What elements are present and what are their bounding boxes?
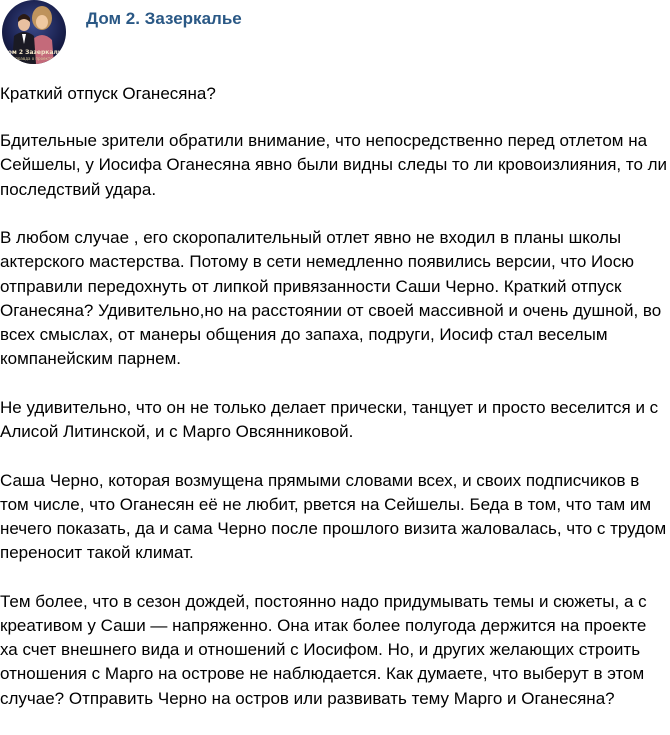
post-text (0, 82, 668, 735)
post-title: Краткий отпуск Оганесяна? (0, 84, 216, 103)
paragraph: В любом случае , его скоропалительный отлет явно не входил в планы школы актерского мастерства. Потому в сети немедленно появились версии, что Иосю отправили передохнуть от липкой привязанности Саши Черно. Краткий отпуск Оганесяна? Удивительно,но на расстоянии от своей массивной и очень душной, во всех смыслах, от манеры общения до запаха, подруги, Иосиф стал веселым компанейским парнем. (0, 228, 662, 369)
svg-text:Дом 2 Зазеркалье: Дом 2 Зазеркалье (2, 49, 66, 56)
community-avatar-icon[interactable] (2, 0, 66, 64)
paragraph: Бдительные зрители обратили внимание, что непосредственно перед отлетом на Сейшелы, у Иосифа Оганесяна явно были видны следы то ли кровоизлияния, то ли последствий удара. (0, 131, 668, 199)
paragraph: Саша Черно, которая возмущена прямыми словами всех, и своих подписчиков в том числе, что Оганесян её не любит, рвется на Сейшелы. Беда в том, что там им нечего показать, да и сама Черно после прошлого визита жаловалась, что с трудом переносит такой климат. (0, 470, 667, 563)
post-header (0, 0, 670, 70)
author-link[interactable]: Дом 2. Зазеркалье (86, 9, 242, 28)
svg-text:правда о проекте: правда о проекте (15, 56, 53, 61)
paragraph: Не удивительно, что он не только делает прически, танцует и просто веселится и с Алисой Литинской, и с Марго Овсянниковой. (0, 397, 659, 442)
paragraph: Тем более, что в сезон дождей, постоянно надо придумывать темы и сюжеты, а с креативом у Саши — напряженно. Она итак более полугода держится на проекте ха счет внешнего вида и отношений с Иосифом. Но, и других желающих строить отношения с Марго на острове не наблюдается. Как думаете, что выберут в этом случае? Отправить Черно на остров или развивать тему Марго и Оганесяна? (0, 591, 647, 708)
